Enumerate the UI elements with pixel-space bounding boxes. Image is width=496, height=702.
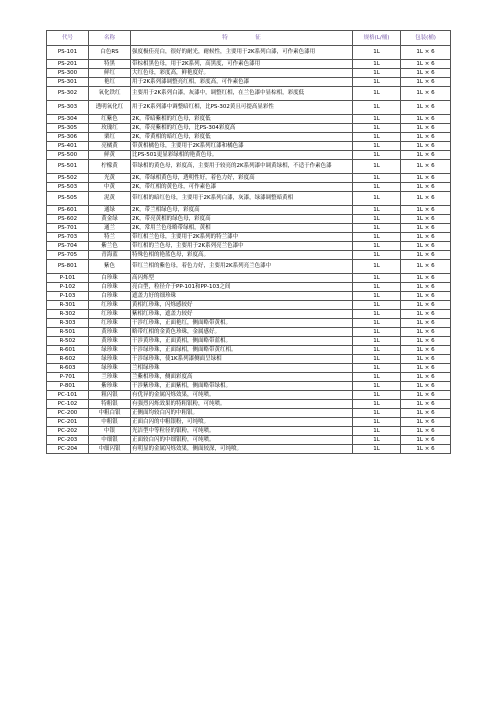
product-pack: 1L × 6	[401, 251, 451, 260]
table-row	[47, 364, 451, 373]
table-row	[47, 46, 451, 60]
product-code: PS-201	[47, 60, 89, 69]
product-code: R-301	[47, 301, 89, 310]
product-pack: 1L × 6	[401, 346, 451, 355]
product-code: P-701	[47, 373, 89, 382]
product-name: 中粗银	[89, 418, 131, 427]
product-pack: 1L × 6	[401, 124, 451, 133]
product-pack: 1L × 6	[401, 445, 451, 454]
product-spec: 1L	[353, 346, 401, 355]
product-name: 中粗白银	[89, 409, 131, 418]
product-pack: 1L × 6	[401, 142, 451, 151]
product-feature: 特殊色相的艳蓝色母，彩度高。	[131, 251, 353, 260]
table-row	[47, 283, 451, 292]
product-spec: 1L	[353, 115, 401, 124]
product-feature: 略带红相的金黄色珍珠，金属感好。	[131, 328, 353, 337]
product-code: PS-601	[47, 206, 89, 215]
table-row	[47, 373, 451, 382]
product-name: 紫兰色	[89, 242, 131, 251]
product-feature: 正面白闪的中粗银粉，可纯喷。	[131, 418, 353, 427]
product-spec: 1L	[353, 174, 401, 183]
table-row	[47, 101, 451, 115]
product-spec: 1L	[353, 151, 401, 160]
product-spec: 1L	[353, 409, 401, 418]
product-pack: 1L × 6	[401, 206, 451, 215]
product-pack: 1L × 6	[401, 101, 451, 115]
product-code: R-601	[47, 346, 89, 355]
product-code: PS-101	[47, 46, 89, 60]
product-pack: 1L × 6	[401, 60, 451, 69]
product-name: 光黄	[89, 174, 131, 183]
product-feature: 兰相绿珍珠	[131, 364, 353, 373]
product-feature: 带棕相黑色母，用于2K系列，高黑度，可作素色漆用	[131, 60, 353, 69]
product-spec: 1L	[353, 292, 401, 301]
product-code: PC-202	[47, 427, 89, 436]
product-pack: 1L × 6	[401, 427, 451, 436]
product-spec: 1L	[353, 183, 401, 192]
product-feature: 兰紫相珍珠，侧面彩度高	[131, 373, 353, 382]
product-spec: 1L	[353, 382, 401, 391]
table-row	[47, 242, 451, 251]
product-spec: 1L	[353, 355, 401, 364]
product-code: PS-301	[47, 78, 89, 87]
table-row	[47, 382, 451, 391]
product-feature: 干涉黄珍珠，正面黄相，侧面略带蓝相。	[131, 337, 353, 346]
product-spec: 1L	[353, 251, 401, 260]
product-pack: 1L × 6	[401, 328, 451, 337]
product-spec: 1L	[353, 445, 401, 454]
product-code: R-303	[47, 319, 89, 328]
table-row	[47, 206, 451, 215]
product-feature: 有优异的金属闪烁效果，可纯喷。	[131, 391, 353, 400]
table-row	[47, 251, 451, 260]
product-code: R-603	[47, 364, 89, 373]
product-name: 紫色	[89, 260, 131, 274]
product-code: PS-505	[47, 192, 89, 206]
table-row	[47, 328, 451, 337]
product-name: 白珍珠	[89, 283, 131, 292]
product-spec: 1L	[353, 337, 401, 346]
header-code: 代号	[47, 31, 89, 46]
product-feature: 紫相红珍珠，遮盖力较好	[131, 310, 353, 319]
product-spec: 1L	[353, 142, 401, 151]
table-row	[47, 260, 451, 274]
product-feature: 2K，带亮紫相的红色母，比PS-304彩度高	[131, 124, 353, 133]
product-feature: 遮盖力好的细珍珠	[131, 292, 353, 301]
table-row	[47, 319, 451, 328]
product-code: PS-602	[47, 215, 89, 224]
product-feature: 2K，带红相的黄色母，可作素色漆	[131, 183, 353, 192]
product-pack: 1L × 6	[401, 133, 451, 142]
product-code: P-101	[47, 274, 89, 283]
product-name: 黄金绿	[89, 215, 131, 224]
product-spec: 1L	[353, 242, 401, 251]
product-feature: 2K，常用兰色母略带绿相，黄相	[131, 224, 353, 233]
table-row	[47, 151, 451, 160]
product-code: R-502	[47, 337, 89, 346]
product-spec: 1L	[353, 160, 401, 174]
product-feature: 带红相的暗红色母，主要用于2K系列白漆，灰漆，绿漆调整暗黄相	[131, 192, 353, 206]
header-row	[47, 31, 451, 46]
product-code: PS-302	[47, 87, 89, 101]
product-name: 白色RS	[89, 46, 131, 60]
product-code: PC-203	[47, 436, 89, 445]
product-spec: 1L	[353, 283, 401, 292]
product-feature: 主要用于2K系列白漆，灰漆中，调整红相，在兰色漆中显棕相，彩度低	[131, 87, 353, 101]
product-pack: 1L × 6	[401, 283, 451, 292]
product-pack: 1L × 6	[401, 192, 451, 206]
table-row	[47, 78, 451, 87]
product-pack: 1L × 6	[401, 151, 451, 160]
table-row	[47, 346, 451, 355]
product-feature: 高闪烁型	[131, 274, 353, 283]
table-body	[47, 46, 451, 454]
product-pack: 1L × 6	[401, 301, 451, 310]
product-spec: 1L	[353, 101, 401, 115]
product-pack: 1L × 6	[401, 436, 451, 445]
table-row	[47, 183, 451, 192]
product-pack: 1L × 6	[401, 183, 451, 192]
table-row	[47, 160, 451, 174]
product-feature: 用于2K系列漆调整亮红相，彩度高，可作素色漆	[131, 78, 353, 87]
product-spec: 1L	[353, 133, 401, 142]
header-feature: 特 征	[131, 31, 353, 46]
product-code: PS-500	[47, 151, 89, 160]
product-feature: 强度极佳亮白，很好的耐光，耐候性，主要用于2K系列白漆，可作素色漆用	[131, 46, 353, 60]
product-name: 青海蓝	[89, 251, 131, 260]
product-spec: 1L	[353, 274, 401, 283]
product-feature: 带绿相的黄色母，彩度高，主要用于较亮的2K系列漆中调黄绿相，不适于作素色漆	[131, 160, 353, 174]
product-code: PS-300	[47, 69, 89, 78]
product-name: 柠檬黄	[89, 160, 131, 174]
table-row	[47, 142, 451, 151]
product-pack: 1L × 6	[401, 224, 451, 233]
product-spec: 1L	[353, 60, 401, 69]
product-code: P-801	[47, 382, 89, 391]
product-feature: 2K，带暗紫相的红色母，彩度低	[131, 115, 353, 124]
product-pack: 1L × 6	[401, 409, 451, 418]
table-row	[47, 215, 451, 224]
product-name: 特粗银	[89, 400, 131, 409]
table-row	[47, 292, 451, 301]
table-row	[47, 418, 451, 427]
product-feature: 带黄相橘色母，主要用于2K系列红漆和橘色漆	[131, 142, 353, 151]
product-pack: 1L × 6	[401, 382, 451, 391]
product-spec: 1L	[353, 391, 401, 400]
product-name: 绿珍珠	[89, 364, 131, 373]
header-name: 名称	[89, 31, 131, 46]
product-name: 兰珍珠	[89, 373, 131, 382]
product-name: 艳红	[89, 78, 131, 87]
product-table	[46, 30, 451, 454]
product-spec: 1L	[353, 260, 401, 274]
product-name: 红紫色	[89, 115, 131, 124]
product-code: PS-703	[47, 233, 89, 242]
product-spec: 1L	[353, 192, 401, 206]
product-code: PS-501	[47, 160, 89, 174]
product-feature: 干涉绿珍珠，使1K系列漆侧面呈绿相	[131, 355, 353, 364]
product-code: PS-305	[47, 124, 89, 133]
product-feature: 2K，带亮黄相的绿色母，彩度高	[131, 215, 353, 224]
table-row	[47, 115, 451, 124]
table-row	[47, 301, 451, 310]
product-pack: 1L × 6	[401, 418, 451, 427]
product-code: PS-306	[47, 133, 89, 142]
table-row	[47, 192, 451, 206]
product-code: PC-201	[47, 418, 89, 427]
product-name: 紫珍珠	[89, 382, 131, 391]
product-feature: 正面较白闪的中细银粉，可纯喷。	[131, 436, 353, 445]
product-pack: 1L × 6	[401, 46, 451, 60]
header-pack: 包装(桶)	[401, 31, 451, 46]
product-name: 绿珍珠	[89, 355, 131, 364]
product-code: PS-704	[47, 242, 89, 251]
product-feature: 有明显的金属闪烁效果，侧面较深，可纯喷。	[131, 445, 353, 454]
product-feature: 带红兰相的紫色母，着色力好，主要用2K系列亮兰色漆中	[131, 260, 353, 274]
product-feature: 亮白型，粒径介于PP-101和PP-103之间	[131, 283, 353, 292]
product-pack: 1L × 6	[401, 174, 451, 183]
product-code: PS-701	[47, 224, 89, 233]
product-spec: 1L	[353, 328, 401, 337]
product-spec: 1L	[353, 418, 401, 427]
product-feature: 干涉绿珍珠，正面绿相，侧面略带黄红相。	[131, 346, 353, 355]
product-name: 氧化铁红	[89, 87, 131, 101]
table-row	[47, 337, 451, 346]
product-code: PS-503	[47, 183, 89, 192]
table-row	[47, 400, 451, 409]
product-pack: 1L × 6	[401, 337, 451, 346]
product-code: PS-303	[47, 101, 89, 115]
table-row	[47, 445, 451, 454]
product-spec: 1L	[353, 364, 401, 373]
product-spec: 1L	[353, 400, 401, 409]
product-code: PS-304	[47, 115, 89, 124]
table-row	[47, 87, 451, 101]
product-name: 红珍珠	[89, 310, 131, 319]
product-code: PC-101	[47, 391, 89, 400]
product-name: 栗红	[89, 133, 131, 142]
product-pack: 1L × 6	[401, 69, 451, 78]
product-code: PC-200	[47, 409, 89, 418]
product-spec: 1L	[353, 215, 401, 224]
product-name: 通兰	[89, 224, 131, 233]
product-feature: 大红色母，彩度高，鲜艳度好。	[131, 69, 353, 78]
product-pack: 1L × 6	[401, 364, 451, 373]
product-pack: 1L × 6	[401, 233, 451, 242]
product-pack: 1L × 6	[401, 292, 451, 301]
product-name: 中细银	[89, 436, 131, 445]
product-code: PC-204	[47, 445, 89, 454]
product-code: PS-705	[47, 251, 89, 260]
product-spec: 1L	[353, 69, 401, 78]
product-code: PS-401	[47, 142, 89, 151]
product-name: 特兰	[89, 233, 131, 242]
product-pack: 1L × 6	[401, 215, 451, 224]
table-row	[47, 427, 451, 436]
product-feature: 2K，带兰相绿色母，彩度高	[131, 206, 353, 215]
product-spec: 1L	[353, 46, 401, 60]
product-name: 中银	[89, 427, 131, 436]
product-feature: 用于2K系列漆中调整暗红相，比PS-302黄且可提高显彩性	[131, 101, 353, 115]
product-feature: 2K，带绿相黄色母，透明性好，着色力好，彩度高	[131, 174, 353, 183]
product-code: PS-801	[47, 260, 89, 274]
product-code: R-302	[47, 310, 89, 319]
table-row	[47, 310, 451, 319]
product-feature: 带红相兰色母，主要用于2K系列的特兰漆中	[131, 233, 353, 242]
product-feature: 光洁型中等粒径的银粉，可纯喷。	[131, 427, 353, 436]
product-code: PS-502	[47, 174, 89, 183]
product-code: PC-102	[47, 400, 89, 409]
product-name: 中细闪银	[89, 445, 131, 454]
product-spec: 1L	[353, 436, 401, 445]
table-row	[47, 391, 451, 400]
product-code: P-103	[47, 292, 89, 301]
product-name: 通绿	[89, 206, 131, 215]
product-pack: 1L × 6	[401, 260, 451, 274]
product-spec: 1L	[353, 224, 401, 233]
product-name: 绿珍珠	[89, 346, 131, 355]
product-feature: 干涉紫珍珠，正面紫相，侧面略带绿相。	[131, 382, 353, 391]
table-row	[47, 436, 451, 445]
product-code: P-102	[47, 283, 89, 292]
product-feature: 干涉红珍珠，正面艳红，侧面略带黄相。	[131, 319, 353, 328]
product-pack: 1L × 6	[401, 160, 451, 174]
product-pack: 1L × 6	[401, 115, 451, 124]
product-spec: 1L	[353, 373, 401, 382]
product-feature: 正侧面均较白闪的中粗银。	[131, 409, 353, 418]
product-spec: 1L	[353, 124, 401, 133]
product-pack: 1L × 6	[401, 373, 451, 382]
product-spec: 1L	[353, 427, 401, 436]
product-feature: 带红相的兰色母，主要用于2K系列亮兰色漆中	[131, 242, 353, 251]
product-name: 白珍珠	[89, 274, 131, 283]
product-name: 亮橘黄	[89, 142, 131, 151]
pigment-spec-sheet	[46, 30, 450, 454]
table-row	[47, 355, 451, 364]
table-row	[47, 174, 451, 183]
product-pack: 1L × 6	[401, 87, 451, 101]
product-name: 鲜红	[89, 69, 131, 78]
product-pack: 1L × 6	[401, 274, 451, 283]
product-feature: 有强烈闪烁效果的特粗银粉，可纯喷。	[131, 400, 353, 409]
table-row	[47, 409, 451, 418]
product-spec: 1L	[353, 310, 401, 319]
product-name: 黄珍珠	[89, 328, 131, 337]
product-name: 红珍珠	[89, 301, 131, 310]
product-pack: 1L × 6	[401, 319, 451, 328]
table-row	[47, 60, 451, 69]
header-spec: 规格(L/桶)	[353, 31, 401, 46]
table-row	[47, 274, 451, 283]
product-pack: 1L × 6	[401, 78, 451, 87]
product-pack: 1L × 6	[401, 242, 451, 251]
product-name: 玫瑰红	[89, 124, 131, 133]
product-feature: 2K，带黄相的暗红色母，彩度低	[131, 133, 353, 142]
product-spec: 1L	[353, 206, 401, 215]
product-feature: 黄相红珍珠，闪烁感较好	[131, 301, 353, 310]
product-spec: 1L	[353, 233, 401, 242]
product-pack: 1L × 6	[401, 400, 451, 409]
product-pack: 1L × 6	[401, 355, 451, 364]
product-spec: 1L	[353, 319, 401, 328]
product-pack: 1L × 6	[401, 391, 451, 400]
table-row	[47, 233, 451, 242]
product-feature: 比PS-501更显彩绿相的艳黄色母。	[131, 151, 353, 160]
product-name: 鲜黄	[89, 151, 131, 160]
product-name: 粗闪银	[89, 391, 131, 400]
product-name: 中黄	[89, 183, 131, 192]
product-code: R-602	[47, 355, 89, 364]
product-name: 特黑	[89, 60, 131, 69]
table-row	[47, 69, 451, 78]
product-spec: 1L	[353, 301, 401, 310]
product-code: R-501	[47, 328, 89, 337]
table-row	[47, 124, 451, 133]
product-name: 泥黄	[89, 192, 131, 206]
table-row	[47, 224, 451, 233]
product-name: 白珍珠	[89, 292, 131, 301]
product-name: 透明氧化红	[89, 101, 131, 115]
product-spec: 1L	[353, 78, 401, 87]
product-spec: 1L	[353, 87, 401, 101]
table-row	[47, 133, 451, 142]
product-pack: 1L × 6	[401, 310, 451, 319]
product-name: 黄珍珠	[89, 337, 131, 346]
product-name: 红珍珠	[89, 319, 131, 328]
